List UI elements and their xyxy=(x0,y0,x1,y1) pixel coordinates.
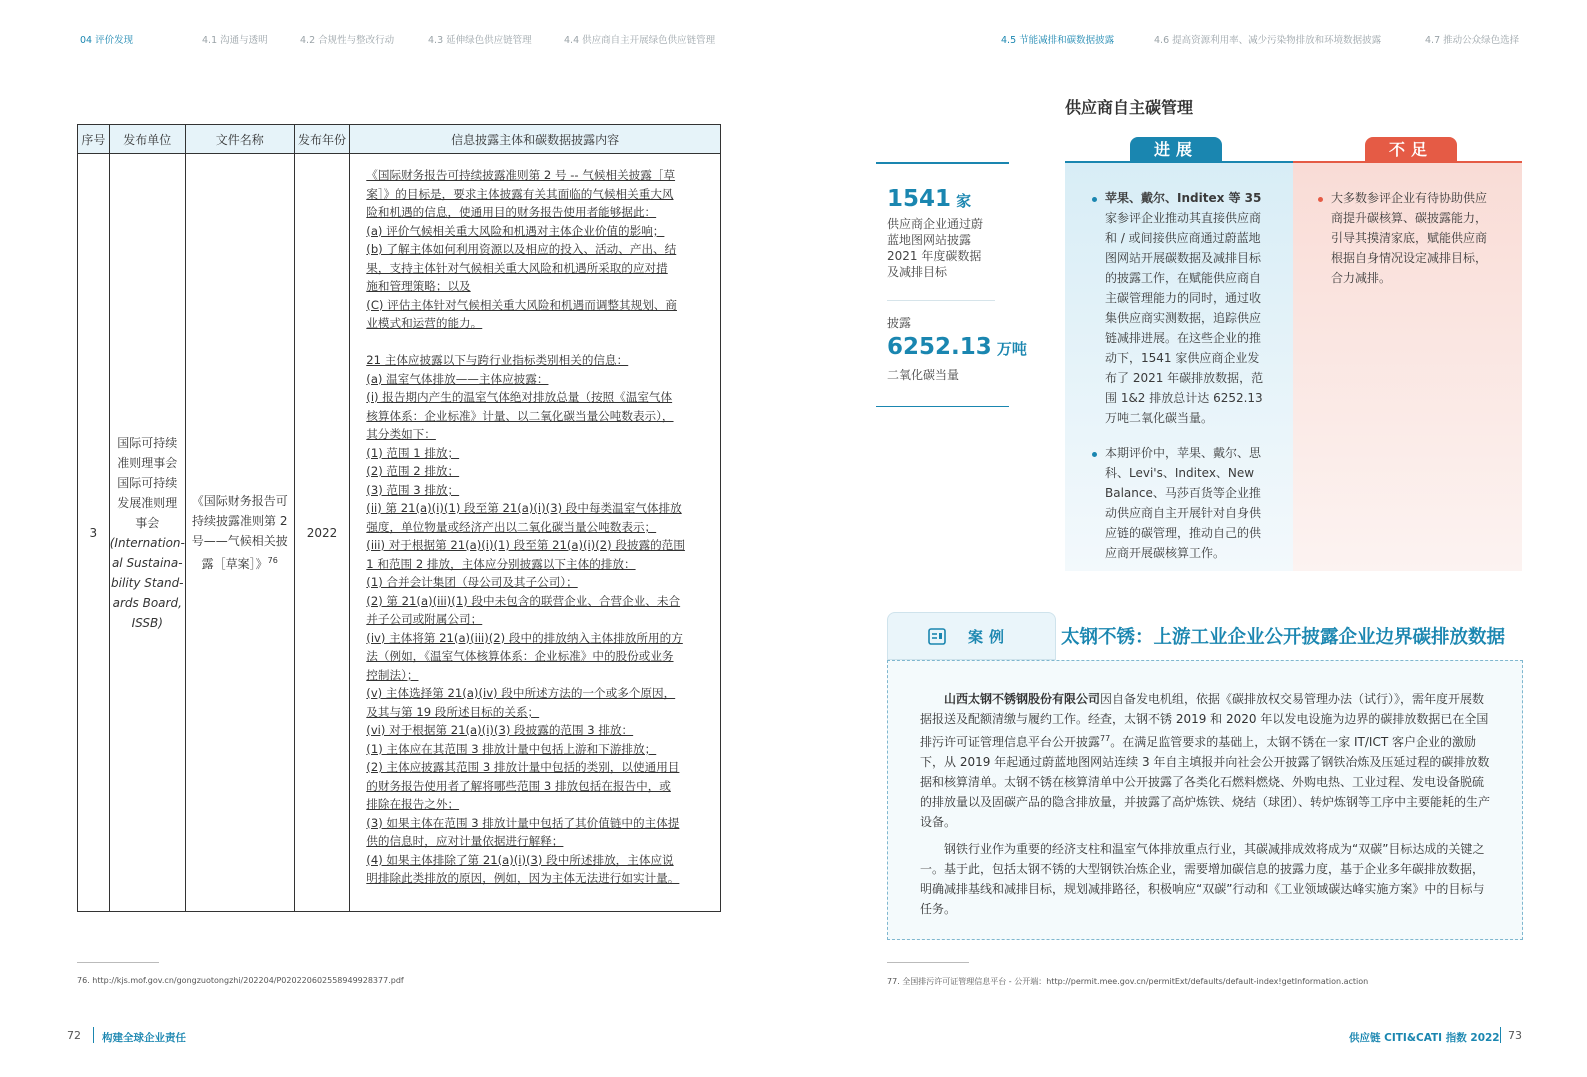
stat-suppliers-number: 1541 xyxy=(887,186,952,212)
progress-b1-line-3: 图网站开展碳数据及减排目标 xyxy=(1105,251,1262,265)
case-label: 案例 xyxy=(968,628,1011,646)
stat-suppliers-desc-line-1: 蓝地图网站披露 xyxy=(887,233,972,247)
progress-panel xyxy=(1065,163,1293,571)
progress-b1-line-2: 和 / 或间接供应商通过蔚蓝地 xyxy=(1105,231,1261,245)
content-line-9 xyxy=(366,333,706,352)
page-title-right: 供应链 CITI&CATI 指数 2022 xyxy=(1349,1032,1500,1044)
cell-content xyxy=(350,154,721,912)
nav-item-4-1[interactable]: 4.1 沟通与透明 xyxy=(202,35,268,46)
shortfall-panel xyxy=(1293,163,1522,571)
col-header-year: 发布年份 xyxy=(294,125,350,154)
progress-bullet-2 xyxy=(1105,443,1261,563)
case-company: 山西太钢不锈钢股份有限公司 xyxy=(944,692,1101,706)
footnote-ref-77[interactable]: 77 xyxy=(1100,734,1111,743)
content-line-29: 及其与第 19 段所述目标的关系； xyxy=(366,704,540,719)
stats-mid-rule xyxy=(887,300,995,301)
content-line-37: (4) 如果主体排除了第 21(a)(i)(3) 段中所述排放，主体应说 xyxy=(366,852,674,867)
content-line-27: 控制法）； xyxy=(366,667,419,682)
stat-suppliers xyxy=(887,186,971,212)
stats-bottom-rule xyxy=(876,406,1009,407)
issuer-en-line-4: ISSB) xyxy=(131,615,163,630)
col-header-index: 序号 xyxy=(78,125,110,154)
progress-b1-line-9: 布了 2021 年碳排放数据，范 xyxy=(1105,371,1264,385)
content-line-22: (1) 合并会计集团（母公司及其子公司）； xyxy=(366,575,578,589)
docname-line-3: 露［草案］》$^{76}$ xyxy=(201,556,278,571)
content-line-26: 法（例如，《温室气体核算体系：企业标准》中的股份或业务 xyxy=(366,649,674,663)
page-number-right: 73 xyxy=(1508,1029,1522,1042)
progress-b2-line-4: 应链的碳管理，推动自己的供 xyxy=(1105,526,1262,540)
content-line-24: 并子公司或附属公司； xyxy=(366,612,483,626)
page-title-left: 构建全球企业责任 xyxy=(102,1032,186,1044)
progress-b1-line-1: 家参评企业推动其直接供应商 xyxy=(1105,211,1262,225)
progress-b1-line-6: 集供应商实测数据，追踪供应 xyxy=(1105,311,1262,325)
content-line-16: (2) 范围 2 排放； xyxy=(366,464,460,478)
col-header-issuer: 发布单位 xyxy=(109,125,185,154)
content-line-11: (a) 温室气体排放——主体应披露： xyxy=(366,371,549,386)
docname-line-2: 号——气候相关披 xyxy=(191,534,288,548)
stat-suppliers-desc xyxy=(887,216,983,280)
nav-section[interactable]: 04 评价发现 xyxy=(80,35,134,46)
stat-suppliers-desc-line-3: 及减排目标 xyxy=(887,265,948,279)
issuer-line-1: 准则理事会 xyxy=(117,455,178,470)
progress-b1-line-5: 主碳管理能力的同时，通过收 xyxy=(1105,291,1262,305)
content-line-12: (i) 报告期内产生的温室气体绝对排放总量（按照《温室气体 xyxy=(366,390,673,404)
document-icon xyxy=(928,628,946,645)
page-number-left: 72 xyxy=(67,1029,81,1042)
content-line-6: 施和管理策略；以及 xyxy=(366,279,471,293)
progress-b2-line-5: 应商开展碳核算工作。 xyxy=(1105,546,1226,560)
case-paragraph-1 xyxy=(920,689,1490,832)
content-line-19: 强度，单位物量或经济产出以二氧化碳当量公吨数表示； xyxy=(366,519,657,534)
cell-issuer xyxy=(109,154,185,912)
stat-emission-unit: 万吨 xyxy=(996,340,1027,358)
issuer-line-2: 国际可持续 xyxy=(117,475,178,490)
content-text xyxy=(366,166,706,888)
docname-line-1: 持续披露准则第 2 xyxy=(192,514,288,528)
shortfall-b1-line-1: 商提升碳核算、碳披露能力， xyxy=(1331,211,1488,225)
disclosure-table xyxy=(77,124,721,912)
footnote-divider-left xyxy=(77,962,159,963)
progress-bullet-1 xyxy=(1105,188,1263,428)
content-line-3: (a) 评价气候相关重大风险和机遇对主体企业价值的影响； xyxy=(366,223,665,238)
stat-emission-label: 披露 xyxy=(887,316,912,330)
case-label-box xyxy=(887,612,1056,660)
content-line-1: 案］》的目标是，要求主体披露有关其面临的气候相关重大风 xyxy=(366,186,674,201)
page-divider-left xyxy=(93,1027,94,1043)
nav-item-4-4[interactable]: 4.4 供应商自主开展绿色供应链管理 xyxy=(564,35,716,46)
nav-item-4-3[interactable]: 4.3 延伸绿色供应链管理 xyxy=(428,35,532,46)
case-paragraph-2: 钢铁行业作为重要的经济支柱和温室气体排放重点行业，其碳减排成效将成为“双碳”目标达成的关键之一。基于此，包括太钢不锈的大型钢铁冶炼企业，需要增加碳信息的披露力度，基于企业多年碳排放数据，明确减排基线和减排目标，规划减排路径，积极响应“双碳”行动和《工业领域碳达峰实施方案》中的目标与任务。 xyxy=(920,842,1485,916)
progress-b2-line-2: Balance、马莎百货等企业推 xyxy=(1105,486,1261,500)
section-title: 供应商自主碳管理 xyxy=(1065,98,1194,117)
content-line-10: 21 主体应披露以下与跨行业指标类别相关的信息： xyxy=(366,353,629,367)
progress-tab: 进展 xyxy=(1130,137,1222,162)
col-header-docname: 文件名称 xyxy=(185,125,294,154)
case-p1-body: 因自备发电机组，依据《碳排放权交易管理办法（试行）》，需年度开展数据报送及配额清缴与履约工作。经查，太钢不锈 2019 和 2020 年以发电设施为边界的碳排放数据已在全国排污许可证管理信息平台公开披露 xyxy=(920,692,1489,749)
content-line-36: 供的信息时，应对计量依据进行解释； xyxy=(366,834,564,848)
nav-item-4-2[interactable]: 4.2 合规性与整改行动 xyxy=(300,35,395,46)
issuer-line-4: 事会 xyxy=(135,515,160,530)
table-header-row xyxy=(78,125,721,154)
progress-b1-line-11: 万吨二氧化碳当量。 xyxy=(1105,411,1214,425)
footnote-ref-76[interactable]: 76 xyxy=(267,556,278,565)
shortfall-b1-line-3: 根据自身情况设定减排目标， xyxy=(1331,251,1488,265)
content-line-32: (2) 主体应披露其范围 3 排放计量中包括的类别，以使通用目 xyxy=(366,760,680,774)
stat-suppliers-desc-line-0: 供应商企业通过蔚 xyxy=(887,217,984,231)
content-line-13: 核算体系：企业标准》计量、以二氧化碳当量公吨数表示）， xyxy=(366,408,674,423)
issuer-en-line-3: ards Board, xyxy=(112,595,182,610)
progress-b1-line-7: 链减排进展。在这些企业的推 xyxy=(1105,331,1262,345)
content-line-5: 果，支持主体针对气候相关重大风险和机遇所采取的应对措 xyxy=(366,260,668,275)
content-line-33: 的财务报告使用者了解将哪些范围 3 排放包括在报告中，或 xyxy=(366,778,671,793)
case-p1-tail: 。在满足监管要求的基础上，太钢不锈在一家 IT/ICT 客户企业的激励下，从 2019 年起通过蔚蓝地图网站连续 3 年自主填报并向社会公开披露了钢铁冶炼及压延过程的碳排放数据和核算清单。太钢不锈在核算清单中公开披露了各类化石燃料燃烧、外购电热、工业过程、发电设备脱硫的排放量以及固碳产品的隐含排放量，并披露了高炉炼铁、烧结（球团）、转炉炼钢等工序中主要能耗的生产设备。 xyxy=(920,735,1491,829)
progress-b1-line-4: 的披露工作，在赋能供应商自 xyxy=(1105,271,1262,285)
issuer-en-line-2: bility Stand- xyxy=(111,575,184,590)
cell-year: 2022 xyxy=(294,154,350,912)
case-title: 太钢不锈：上游工业企业公开披露企业边界碳排放数据 xyxy=(1061,627,1506,648)
content-line-23: (2) 第 21(a)(iii)(1) 段中未包含的联营企业、合营企业、未合 xyxy=(366,593,681,608)
stat-emission-desc: 二氧化碳当量 xyxy=(887,368,960,382)
issuer-text xyxy=(110,433,185,633)
content-line-25: (iv) 主体将第 21(a)(iii)(2) 段中的排放纳入主体排放所用的方 xyxy=(366,630,683,645)
nav-item-4-6[interactable]: 4.6 提高资源利用率、减少污染物排放和环境数据披露 xyxy=(1154,35,1382,46)
docname-line-0: 《国际财务报告可 xyxy=(191,494,288,508)
progress-b2-line-0: 本期评价中，苹果、戴尔、思 xyxy=(1105,446,1262,460)
cell-docname xyxy=(185,154,294,912)
docname-text xyxy=(186,491,294,574)
progress-b1-line-10: 围 1&2 排放总计达 6252.13 xyxy=(1105,391,1263,405)
issuer-en-line-0: (Internation- xyxy=(109,535,185,550)
content-line-31: (1) 主体应在其范围 3 排放计量中包括上游和下游排放； xyxy=(366,741,657,756)
footnote-77: 77. 全国排污许可证管理信息平台 - 公开端：http://permit.mee.gov.cn/permitExt/defaults/default-index!getInformation.action xyxy=(887,977,1369,986)
issuer-line-3: 发展准则理 xyxy=(117,495,178,510)
col-header-content: 信息披露主体和碳数据披露内容 xyxy=(350,125,721,154)
shortfall-tab: 不足 xyxy=(1365,137,1457,162)
content-line-18: (ii) 第 21(a)(i)(1) 段至第 21(a)(i)(3) 段中每类温室气体排放 xyxy=(366,501,682,515)
content-line-35: (3) 如果主体在范围 3 排放计量中包括了其价值链中的主体提 xyxy=(366,815,680,830)
nav-item-4-5[interactable]: 4.5 节能减排和碳数据披露 xyxy=(1001,35,1115,46)
content-line-30: (vi) 对于根据第 21(a)(i)(3) 段披露的范围 3 排放： xyxy=(366,723,634,737)
progress-b1-line-8: 动下，1541 家供应商企业发 xyxy=(1105,351,1260,365)
progress-bullet-dot-1 xyxy=(1092,197,1097,202)
issuer-en-line-1: al Sustaina- xyxy=(111,555,183,570)
content-line-8: 业模式和运营的能力。 xyxy=(366,316,483,330)
content-line-2: 险和机遇的信息，使通用目的财务报告使用者能够据此： xyxy=(366,205,657,219)
shortfall-b1-line-4: 合力减排。 xyxy=(1331,271,1392,285)
shortfall-bullet-dot-1 xyxy=(1318,197,1323,202)
footnote-76: 76. http://kjs.mof.gov.cn/gongzuotongzhi/202204/P020220602558949928377.pdf xyxy=(77,976,404,985)
shortfall-bullet-1 xyxy=(1331,188,1487,288)
page-divider-right xyxy=(1500,1027,1501,1043)
content-line-4: (b) 了解主体如何利用资源以及相应的投入、活动、产出、结 xyxy=(366,242,677,256)
shortfall-b1-line-0: 大多数参评企业有待协助供应 xyxy=(1331,191,1488,205)
content-line-7: (C) 评估主体针对气候相关重大风险和机遇而调整其规划、商 xyxy=(366,297,677,312)
case-box xyxy=(887,660,1523,940)
content-line-38: 明排除此类排放的原因，例如，因为主体无法进行如实计量。 xyxy=(366,871,680,885)
progress-b2-line-1: 科、Levi's、Inditex、New xyxy=(1105,466,1255,480)
stats-top-rule xyxy=(876,162,1009,164)
table-row xyxy=(78,154,721,912)
footnote-divider-right xyxy=(887,962,969,963)
progress-b2-line-3: 动供应商自主开展针对自身供 xyxy=(1105,506,1262,520)
content-line-14: 其分类如下： xyxy=(366,427,436,441)
progress-bullet-dot-2 xyxy=(1092,452,1097,457)
content-line-28: (v) 主体选择第 21(a)(iv) 段中所述方法的一个或多个原因， xyxy=(366,686,676,700)
content-line-15: (1) 范围 1 排放； xyxy=(366,445,460,460)
content-line-20: (iii) 对于根据第 21(a)(i)(1) 段至第 21(a)(i)(2) 段披露的范围 xyxy=(366,538,685,552)
stat-emission xyxy=(887,334,1027,360)
content-line-21: 1 和范围 2 排放，主体应分别披露以下主体的排放： xyxy=(366,556,636,571)
shortfall-b1-line-2: 引导其摸清家底，赋能供应商 xyxy=(1331,231,1488,245)
issuer-line-0: 国际可持续 xyxy=(117,435,178,450)
stat-suppliers-unit: 家 xyxy=(956,192,972,210)
content-line-34: 排除在报告之外； xyxy=(366,797,460,811)
content-line-0: 《国际财务报告可持续披露准则第 2 号 -- 气候相关披露［草 xyxy=(366,168,676,182)
cell-index: 3 xyxy=(78,154,110,912)
progress-b1-line-0: 苹果、戴尔、Inditex 等 35 xyxy=(1105,191,1262,205)
content-line-17: (3) 范围 3 排放； xyxy=(366,482,460,497)
nav-item-4-7[interactable]: 4.7 推动公众绿色选择 xyxy=(1425,35,1520,46)
stat-suppliers-desc-line-2: 2021 年度碳数据 xyxy=(887,249,982,263)
stat-emission-number: 6252.13 xyxy=(887,334,992,360)
